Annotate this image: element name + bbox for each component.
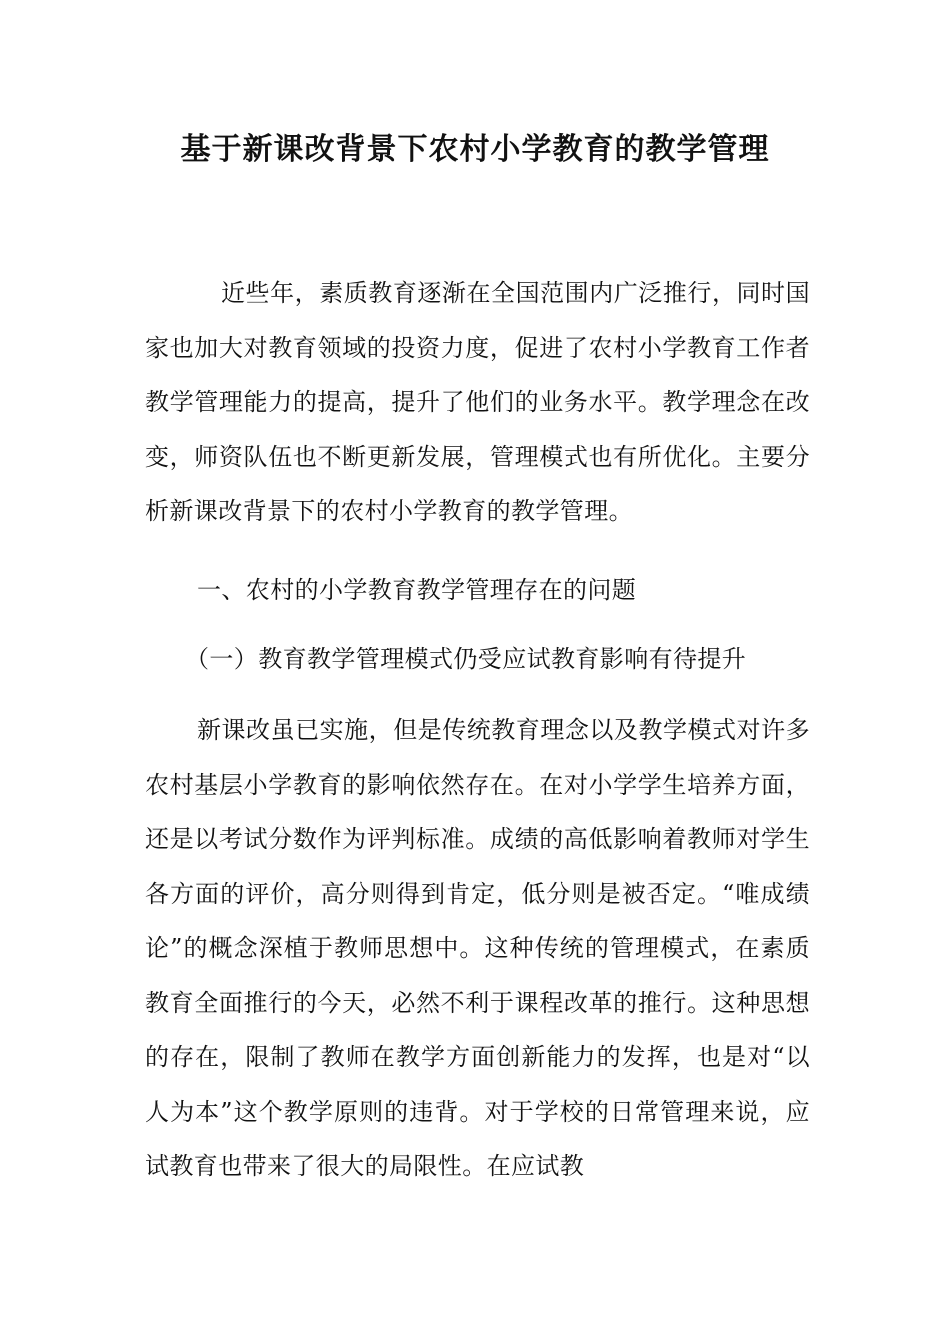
section-heading: 一、农村的小学教育教学管理存在的问题 bbox=[197, 576, 637, 604]
document-title: 基于新课改背景下农村小学教育的教学管理 bbox=[180, 132, 770, 167]
body-paragraph: 新课改虽已实施，但是传统教育理念以及教学模式对许多农村基层小学教育的影响依然存在。在对小学学生培养方面，还是以考试分数作为评判标准。成绩的高低影响着教师对学生各方面的评价，高分则得到肯定，低分则是被否定。“唯成绩论”的概念深植于教师思想中。这种传统的管理模式，在素质教育全面推行的今天，必然不利于课程改革的推行。这种思想的存在，限制了教师在教学方面创新能力的发挥，也是对“以人为本”这个教学原则的违背。对于学校的日常管理来说，应试教育也带来了很大的局限性。在应试教 bbox=[145, 716, 810, 1180]
intro-paragraph: 近些年，素质教育逐渐在全国范围内广泛推行，同时国家也加大对教育领域的投资力度，促进了农村小学教育工作者教学管理能力的提高，提升了他们的业务水平。教学理念在改变，师资队伍也不断更新发展，管理模式也有所优化。主要分析新课改背景下的农村小学教育的教学管理。 bbox=[145, 279, 810, 525]
subsection-heading: （一）教育教学管理模式仍受应试教育影响有待提升 bbox=[185, 645, 747, 673]
